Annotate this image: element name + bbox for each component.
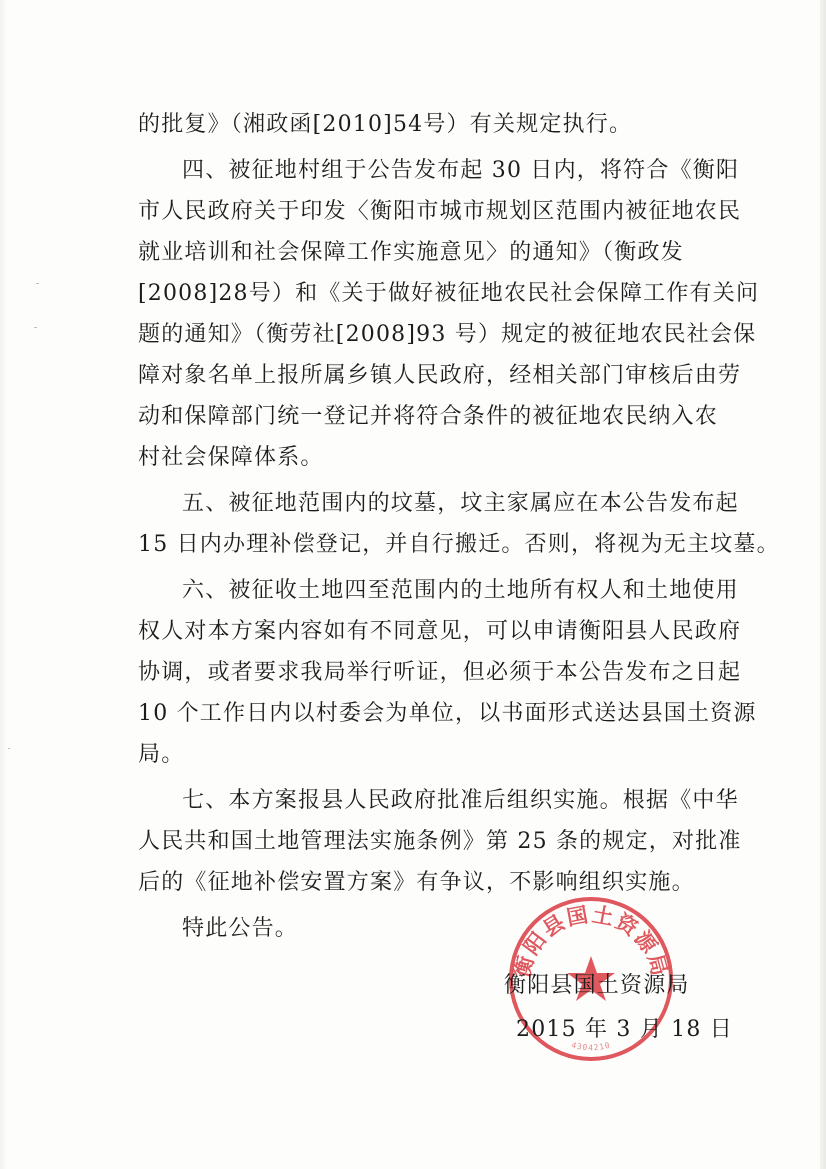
paragraph-4-line: 市人民政府关于印发〈衡阳市城市规划区范围内被征地农民: [138, 199, 742, 224]
paragraph-5-line: 15 日内办理补偿登记，并自行搬迁。否则，将视为无主坟墓。: [138, 532, 780, 557]
paragraph-3-end: 的批复》（湘政函[2010]54号）有关规定执行。: [138, 112, 633, 137]
scan-speck: [34, 327, 37, 328]
seal-arc-text: 衡阳县国土资源局: [509, 902, 673, 981]
announcement-body: [138, 104, 780, 949]
paragraph-4-line: 障对象名单上报所属乡镇人民政府，经相关部门审核后由劳: [138, 363, 742, 388]
seal-code: 4304210: [570, 1040, 612, 1053]
paragraph-4-line: 四、被征地村组于公告发布起 30 日内，将符合《衡阳: [182, 158, 740, 183]
paragraph-4-line: [2008]28号）和《关于做好被征地农民社会保障工作有关问: [138, 281, 760, 306]
issue-date: 2015 年 3 月 18 日: [516, 1017, 733, 1042]
paragraph-6-line: 六、被征收土地四至范围内的土地所有权人和土地使用: [182, 578, 739, 603]
paragraph-6-line: 10 个工作日内以村委会为单位，以书面形式送达县国土资源: [138, 701, 757, 726]
paragraph-4-line: 动和保障部门统一登记并将符合条件的被征地农民纳入农: [138, 404, 719, 429]
scan-speck: [8, 748, 10, 749]
scan-speck: [36, 283, 39, 284]
paragraph-6-line: 协调，或者要求我局举行听证，但必须于本公告发布之日起: [138, 660, 742, 685]
paragraph-5-line: 五、被征地范围内的坟墓，坟主家属应在本公告发布起: [182, 491, 739, 516]
paragraph-6-line: 局。: [138, 742, 185, 767]
scan-edge-left: [0, 0, 6, 1169]
paragraph-4-line: 就业培训和社会保障工作实施意见〉的通知》（衡政发: [138, 240, 684, 265]
paragraph-7-line: 后的《征地补偿安置方案》有争议，不影响组织实施。: [138, 870, 695, 895]
paragraph-6-line: 权人对本方案内容如有不同意见，可以申请衡阳县人民政府: [138, 619, 742, 644]
paragraph-4-line: 题的通知》（衡劳社[2008]93 号）规定的被征地农民社会保: [138, 322, 757, 347]
paragraph-7-line: 人民共和国土地管理法实施条例》第 25 条的规定，对批准: [138, 829, 742, 854]
closing-line: 特此公告。: [182, 916, 299, 941]
scan-edge-right: [820, 0, 826, 1169]
paragraph-4-line: 村社会保障体系。: [138, 445, 324, 470]
issuing-organization: 衡阳县国土资源局: [504, 973, 690, 998]
paragraph-7-line: 七、本方案报县人民政府批准后组织实施。根据《中华: [182, 788, 739, 813]
